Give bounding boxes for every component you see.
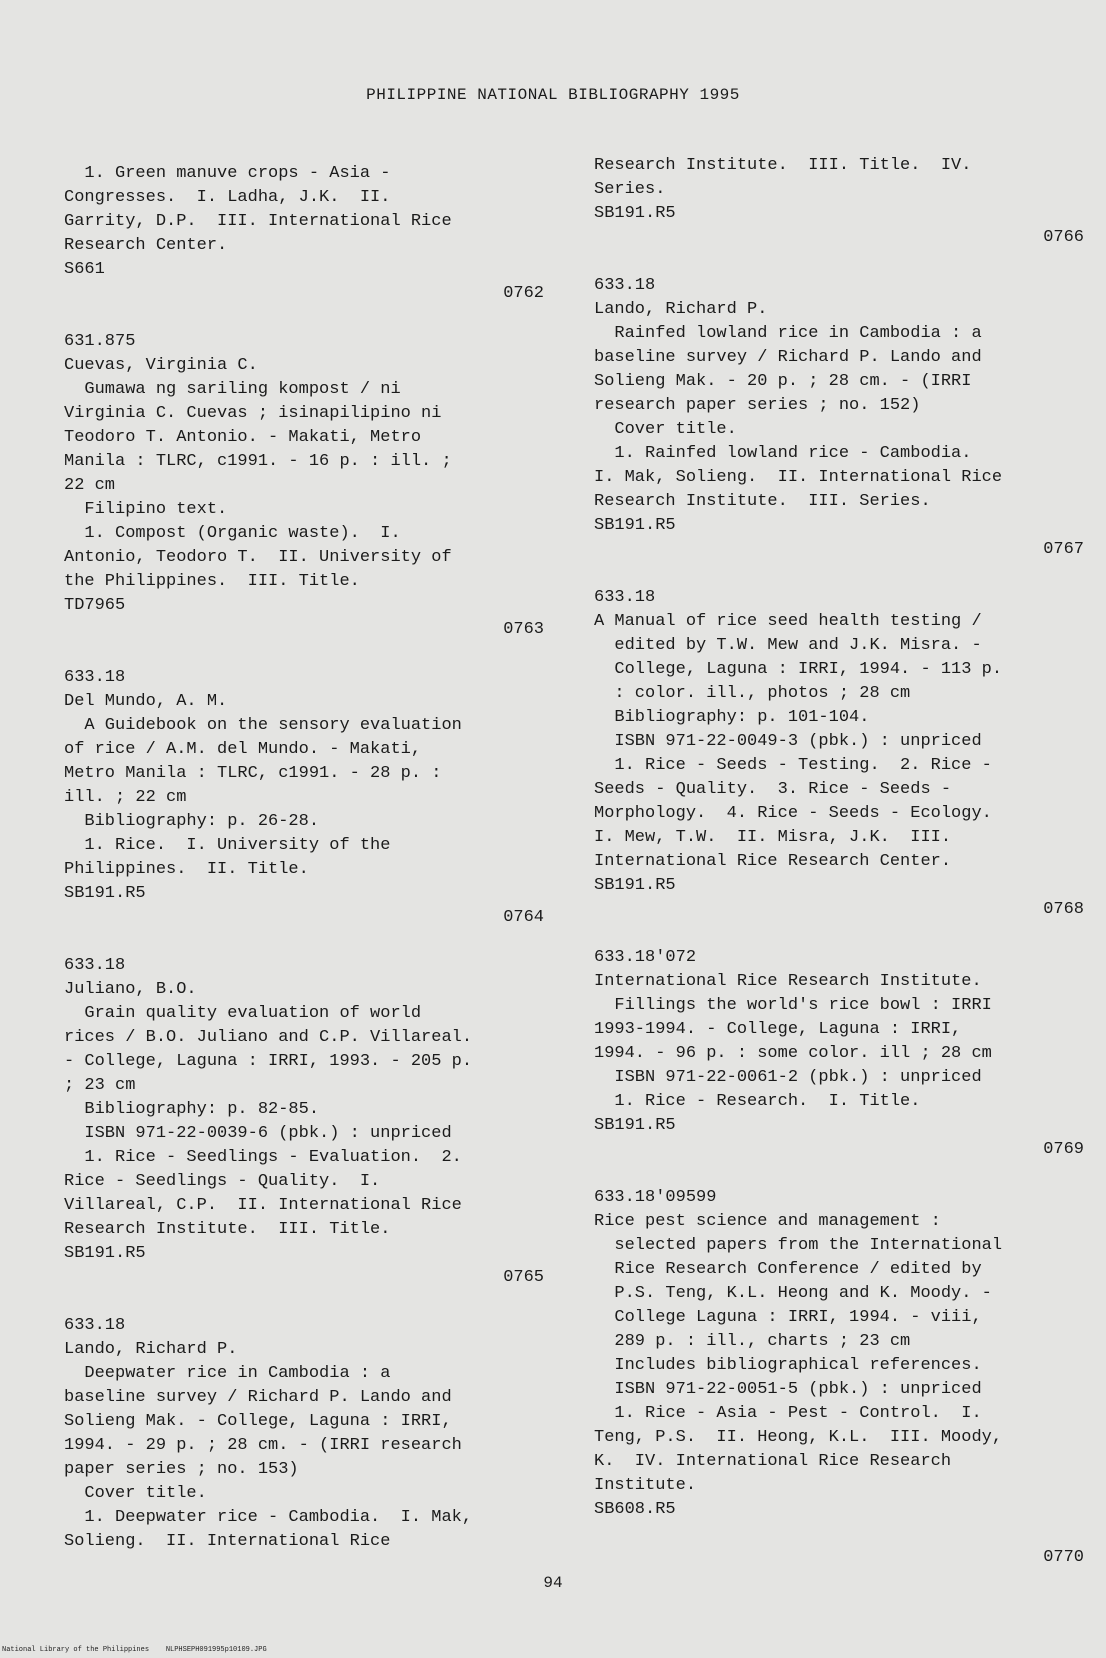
text-line: 289 p. : ill., charts ; 23 cm — [594, 1332, 911, 1351]
text-line: ISBN 971-22-0039-6 (pbk.) : unpriced — [64, 1124, 452, 1143]
text-line: Bibliography: p. 101-104. — [594, 708, 870, 727]
text-line: 1994. - 29 p. ; 28 cm. - (IRRI research — [64, 1436, 462, 1455]
text-line: Solieng Mak. - College, Laguna : IRRI, — [64, 1412, 452, 1431]
text-line: baseline survey / Richard P. Lando and — [594, 348, 982, 367]
text-line: ISBN 971-22-0049-3 (pbk.) : unpriced — [594, 732, 982, 751]
text-line: Philippines. II. Title. — [64, 860, 309, 879]
text-line: 22 cm — [64, 476, 116, 495]
text-line: I. Mak, Solieng. II. International Rice — [594, 468, 1003, 487]
text-line: edited by T.W. Mew and J.K. Misra. - — [594, 636, 982, 655]
text-line: 1. Rice. I. University of the — [64, 836, 391, 855]
text-line: ISBN 971-22-0061-2 (pbk.) : unpriced — [594, 1068, 982, 1087]
page-title: PHILIPPINE NATIONAL BIBLIOGRAPHY 1995 — [366, 86, 740, 104]
text-line: 633.18 — [64, 956, 126, 975]
entry-number: 0762 — [503, 284, 544, 303]
spacer — [594, 922, 1084, 946]
text-line: SB608.R5 — [594, 1500, 676, 1519]
text-line: SB191.R5 — [594, 516, 676, 535]
text-line: TD7965 — [64, 596, 126, 615]
text-line: Teng, P.S. II. Heong, K.L. III. Moody, — [594, 1428, 1003, 1447]
entry-number: 0770 — [1043, 1548, 1084, 1567]
text-line: SB191.R5 — [594, 204, 676, 223]
text-line: Bibliography: p. 26-28. — [64, 812, 320, 831]
text-line: Juliano, B.O. — [64, 980, 197, 999]
text-line: Cover title. — [64, 1484, 207, 1503]
text-line: baseline survey / Richard P. Lando and — [64, 1388, 452, 1407]
text-line: Solieng. II. International Rice — [64, 1532, 391, 1551]
text-line: 1. Rice - Seeds - Testing. 2. Rice - — [594, 756, 992, 775]
spacer — [594, 1162, 1084, 1186]
spacer — [594, 1522, 1084, 1546]
text-line: Metro Manila : TLRC, c1991. - 28 p. : — [64, 764, 442, 783]
spacer — [64, 1290, 544, 1314]
text-line: 1. Rainfed lowland rice - Cambodia. — [594, 444, 972, 463]
text-line: 631.875 — [64, 332, 136, 351]
spacer — [64, 306, 544, 330]
text-line: 633.18 — [64, 1316, 126, 1335]
text-line: SB191.R5 — [594, 1116, 676, 1135]
entry-number: 0768 — [1043, 900, 1084, 919]
text-line: S661 — [64, 260, 105, 279]
text-line: rices / B.O. Juliano and C.P. Villareal. — [64, 1028, 473, 1047]
text-line: 1993-1994. - College, Laguna : IRRI, — [594, 1020, 962, 1039]
text-line: Garrity, D.P. III. International Rice — [64, 212, 452, 231]
text-line: 633.18'072 — [594, 948, 697, 967]
text-line: Antonio, Teodoro T. II. University of — [64, 548, 452, 567]
text-line: P.S. Teng, K.L. Heong and K. Moody. - — [594, 1284, 992, 1303]
text-line: Del Mundo, A. M. — [64, 692, 228, 711]
text-line: Rainfed lowland rice in Cambodia : a — [594, 324, 982, 343]
text-line: SB191.R5 — [64, 1244, 146, 1263]
spacer — [594, 562, 1084, 586]
text-line: 1. Green manuve crops - Asia - — [64, 164, 391, 183]
text-line: K. IV. International Rice Research — [594, 1452, 952, 1471]
text-line: Seeds - Quality. 3. Rice - Seeds - — [594, 780, 952, 799]
text-line: Rice Research Conference / edited by — [594, 1260, 982, 1279]
text-line: Includes bibliographical references. — [594, 1356, 982, 1375]
text-line: SB191.R5 — [64, 884, 146, 903]
text-line: Virginia C. Cuevas ; isinapilipino ni — [64, 404, 442, 423]
text-line: Cover title. — [594, 420, 737, 439]
text-line: College Laguna : IRRI, 1994. - viii, — [594, 1308, 982, 1327]
text-line: Lando, Richard P. — [594, 300, 768, 319]
text-line: paper series ; no. 153) — [64, 1460, 299, 1479]
text-line: Grain quality evaluation of world — [64, 1004, 422, 1023]
entry-number: 0767 — [1043, 540, 1084, 559]
entry-number: 0769 — [1043, 1140, 1084, 1159]
text-line: Research Center. — [64, 236, 228, 255]
text-line: 633.18 — [594, 588, 656, 607]
text-line: Research Institute. III. Title. IV. — [594, 156, 972, 175]
scan-footer: National Library of the Philippines NLPHSEPH091995p10109.JPG — [2, 1646, 267, 1654]
text-line: 1. Rice - Seedlings - Evaluation. 2. — [64, 1148, 462, 1167]
text-line: the Philippines. III. Title. — [64, 572, 360, 591]
text-line: Solieng Mak. - 20 p. ; 28 cm. - (IRRI — [594, 372, 972, 391]
text-line: Fillings the world's rice bowl : IRRI — [594, 996, 992, 1015]
text-line: of rice / A.M. del Mundo. - Makati, — [64, 740, 422, 759]
text-line: Cuevas, Virginia C. — [64, 356, 258, 375]
text-line: A Manual of rice seed health testing / — [594, 612, 982, 631]
text-line: SB191.R5 — [594, 876, 676, 895]
text-line: Villareal, C.P. II. International Rice — [64, 1196, 462, 1215]
text-line: 633.18 — [594, 276, 656, 295]
text-line: Filipino text. — [64, 500, 228, 519]
text-line: Bibliography: p. 82-85. — [64, 1100, 320, 1119]
text-line: Series. — [594, 180, 666, 199]
left-column — [64, 162, 544, 1554]
text-line: I. Mew, T.W. II. Misra, J.K. III. — [594, 828, 952, 847]
spacer — [64, 930, 544, 954]
entry-number: 0766 — [1043, 228, 1084, 247]
text-line: 1. Rice - Research. I. Title. — [594, 1092, 921, 1111]
text-line: 1. Rice - Asia - Pest - Control. I. — [594, 1404, 982, 1423]
page-number: 94 — [543, 1574, 563, 1592]
text-line: ill. ; 22 cm — [64, 788, 187, 807]
text-line: Gumawa ng sariling kompost / ni — [64, 380, 401, 399]
text-line: 633.18'09599 — [594, 1188, 717, 1207]
text-line: : color. ill., photos ; 28 cm — [594, 684, 911, 703]
text-line: Congresses. I. Ladha, J.K. II. — [64, 188, 391, 207]
text-line: International Rice Research Institute. — [594, 972, 982, 991]
text-line: Rice - Seedlings - Quality. I. — [64, 1172, 381, 1191]
text-line: - College, Laguna : IRRI, 1993. - 205 p. — [64, 1052, 473, 1071]
text-line: 1994. - 96 p. : some color. ill ; 28 cm — [594, 1044, 992, 1063]
entry-number: 0765 — [503, 1268, 544, 1287]
text-line: Manila : TLRC, c1991. - 16 p. : ill. ; — [64, 452, 452, 471]
text-line: Research Institute. III. Title. — [64, 1220, 391, 1239]
spacer — [64, 642, 544, 666]
text-line: Teodoro T. Antonio. - Makati, Metro — [64, 428, 422, 447]
text-line: research paper series ; no. 152) — [594, 396, 921, 415]
entry-number: 0763 — [503, 620, 544, 639]
text-line: Research Institute. III. Series. — [594, 492, 931, 511]
text-line: ; 23 cm — [64, 1076, 136, 1095]
spacer — [594, 250, 1084, 274]
entry-number: 0764 — [503, 908, 544, 927]
text-line: 1. Compost (Organic waste). I. — [64, 524, 401, 543]
right-column — [594, 154, 1084, 1570]
text-line: 633.18 — [64, 668, 126, 687]
text-line: Morphology. 4. Rice - Seeds - Ecology. — [594, 804, 992, 823]
text-line: Rice pest science and management : — [594, 1212, 941, 1231]
text-line: Lando, Richard P. — [64, 1340, 238, 1359]
text-line: Institute. — [594, 1476, 697, 1495]
text-line: Deepwater rice in Cambodia : a — [64, 1364, 391, 1383]
text-line: International Rice Research Center. — [594, 852, 952, 871]
text-line: A Guidebook on the sensory evaluation — [64, 716, 462, 735]
text-line: 1. Deepwater rice - Cambodia. I. Mak, — [64, 1508, 473, 1527]
text-line: selected papers from the International — [594, 1236, 1003, 1255]
text-line: ISBN 971-22-0051-5 (pbk.) : unpriced — [594, 1380, 982, 1399]
text-line: College, Laguna : IRRI, 1994. - 113 p. — [594, 660, 1003, 679]
